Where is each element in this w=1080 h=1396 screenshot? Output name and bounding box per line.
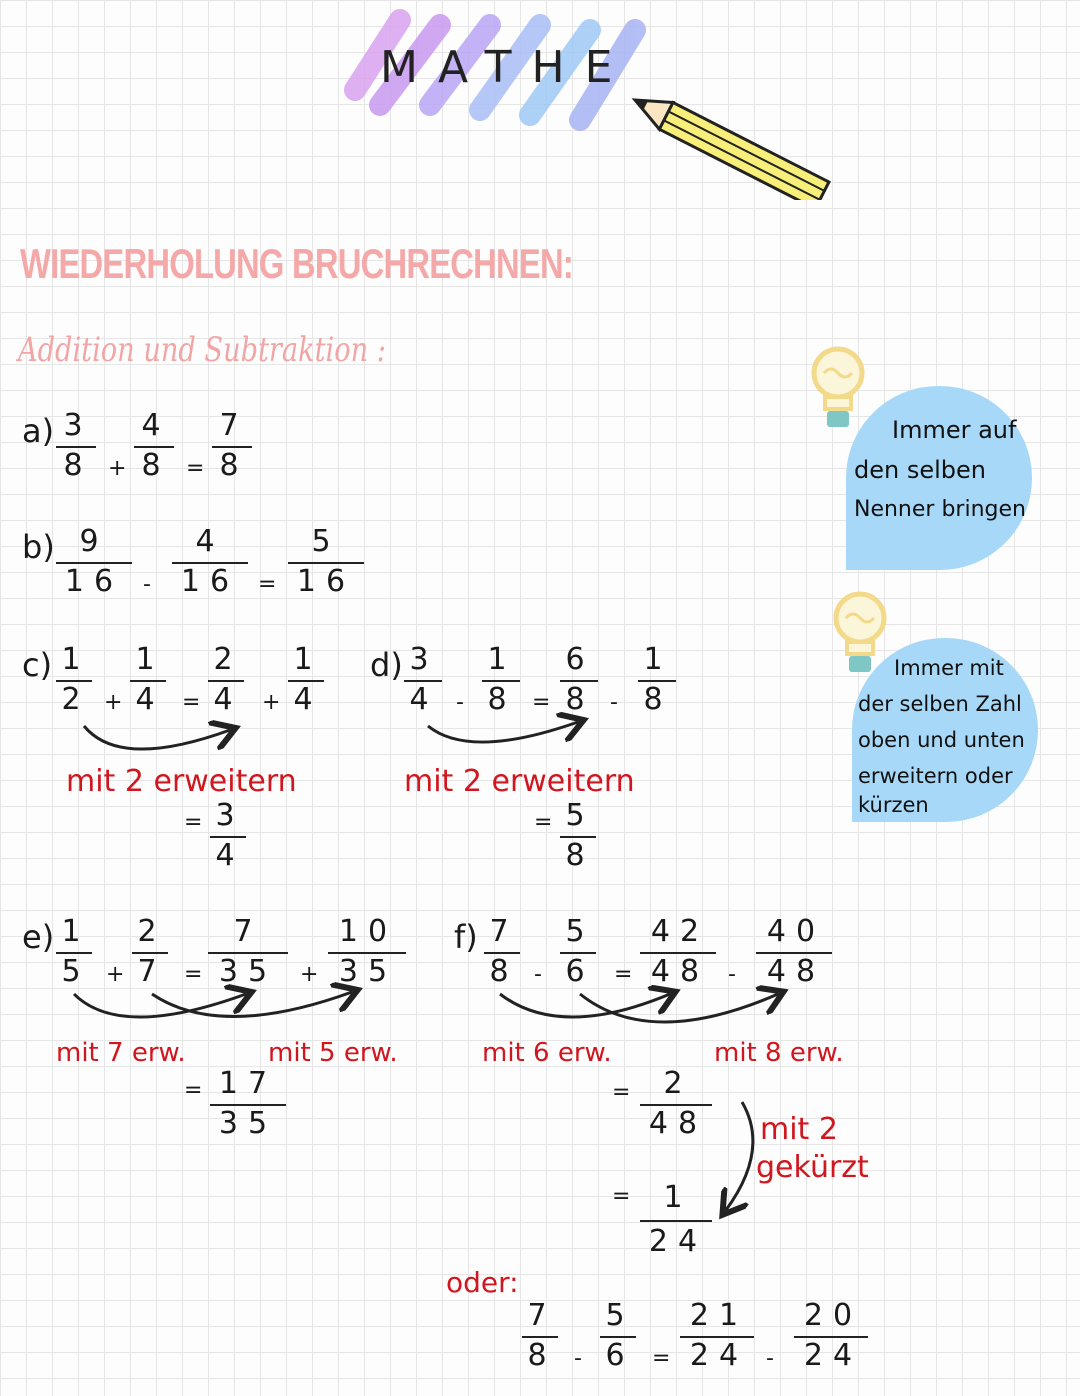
annotation-note: mit 5 erw. <box>268 1038 398 1068</box>
exercise-label-e: e) <box>22 918 55 956</box>
equals-sign: = <box>612 1080 631 1105</box>
denominator: 4 <box>293 682 323 717</box>
denominator: 24 <box>689 1338 749 1373</box>
numerator: 1 <box>135 642 165 677</box>
tip-line: der selben Zahl <box>858 692 1022 716</box>
numerator: 42 <box>650 914 710 949</box>
section-subheading: Addition und Subtraktion : <box>18 330 386 370</box>
operator: - <box>728 962 736 987</box>
denominator: 16 <box>296 564 356 599</box>
section-heading: WIEDERHOLUNG BRUCHRECHNEN: <box>20 240 574 287</box>
numerator: 1 <box>293 642 323 677</box>
numerator: 10 <box>338 914 398 949</box>
tip-line: erweitern oder <box>858 764 1013 788</box>
denominator: 6 <box>605 1338 635 1373</box>
numerator: 5 <box>311 524 341 559</box>
denominator: 8 <box>565 682 595 717</box>
numerator: 2 <box>137 914 167 949</box>
operator: - <box>456 690 464 715</box>
denominator: 16 <box>180 564 240 599</box>
denominator: 35 <box>218 954 278 989</box>
exercise-label-b: b) <box>22 528 55 566</box>
equals-sign: = <box>534 810 553 835</box>
denominator: 4 <box>213 682 243 717</box>
denominator: 16 <box>64 564 124 599</box>
numerator: 2 <box>663 1066 693 1101</box>
numerator: 2 <box>213 642 243 677</box>
numerator: 40 <box>766 914 826 949</box>
denominator: 4 <box>135 682 165 717</box>
numerator: 7 <box>527 1298 557 1333</box>
denominator: 8 <box>141 448 171 483</box>
annotation-note: mit 2 erweitern <box>404 764 635 799</box>
equals-sign: = <box>612 1184 631 1209</box>
denominator: 7 <box>137 954 167 989</box>
denominator: 35 <box>338 954 398 989</box>
operator: - <box>574 1346 582 1371</box>
operator: - <box>610 690 618 715</box>
equals-sign: = <box>532 690 551 715</box>
numerator: 7 <box>489 914 519 949</box>
tip-bubble-common-denominator <box>846 386 1032 570</box>
denominator: 8 <box>487 682 517 717</box>
equals-sign: = <box>182 690 201 715</box>
numerator: 3 <box>215 798 245 833</box>
numerator: 4 <box>141 408 171 443</box>
denominator: 6 <box>565 954 595 989</box>
equals-sign: = <box>184 1078 203 1103</box>
numerator: 7 <box>219 408 249 443</box>
operator: + <box>300 962 319 987</box>
numerator: 4 <box>195 524 225 559</box>
tip-line: Nenner bringen <box>854 497 1026 522</box>
equals-sign: = <box>186 456 205 481</box>
exercise-label-f: f) <box>454 918 478 956</box>
pencil-icon <box>625 85 840 200</box>
numerator: 5 <box>565 914 595 949</box>
numerator: 1 <box>61 642 91 677</box>
numerator: 6 <box>565 642 595 677</box>
operator: + <box>262 690 281 715</box>
denominator: 8 <box>643 682 673 717</box>
exercise-label-d: d) <box>370 646 403 684</box>
operator: + <box>108 456 127 481</box>
page-title: MATHE <box>380 42 633 93</box>
annotation-note: mit 6 erw. <box>482 1038 612 1068</box>
alternative-label: oder: <box>446 1266 519 1299</box>
numerator: 3 <box>63 408 93 443</box>
operator: - <box>534 962 542 987</box>
annotation-note: mit 2 erweitern <box>66 764 297 799</box>
numerator: 21 <box>689 1298 749 1333</box>
fraction-bar <box>640 1220 712 1222</box>
denominator: 5 <box>61 954 91 989</box>
numerator: 1 <box>487 642 517 677</box>
numerator: 9 <box>79 524 109 559</box>
denominator: 48 <box>650 954 710 989</box>
annotation-note: gekürzt <box>756 1150 869 1185</box>
denominator: 48 <box>766 954 826 989</box>
numerator: 1 <box>663 1180 693 1215</box>
operator: - <box>766 1346 774 1371</box>
equals-sign: = <box>614 962 633 987</box>
tip-line: den selben <box>854 456 986 484</box>
equals-sign: = <box>258 572 277 597</box>
numerator: 1 <box>61 914 91 949</box>
tip-line: kürzen <box>858 793 929 817</box>
tip-line: oben und unten <box>858 728 1025 752</box>
tip-line: Immer auf <box>892 416 1017 444</box>
denominator: 8 <box>63 448 93 483</box>
exercise-label-c: c) <box>22 646 53 684</box>
annotation-note: mit 7 erw. <box>56 1038 186 1068</box>
denominator: 8 <box>527 1338 557 1373</box>
denominator: 8 <box>565 838 595 873</box>
denominator: 4 <box>215 838 245 873</box>
operator: + <box>106 962 125 987</box>
numerator: 5 <box>565 798 595 833</box>
tip-bubble-expand-reduce <box>852 638 1038 822</box>
equals-sign: = <box>184 962 203 987</box>
numerator: 17 <box>218 1066 278 1101</box>
annotation-note: mit 8 erw. <box>714 1038 844 1068</box>
denominator: 48 <box>648 1106 708 1141</box>
tip-line: Immer mit <box>894 656 1004 680</box>
numerator: 20 <box>803 1298 863 1333</box>
denominator: 35 <box>218 1106 278 1141</box>
numerator: 3 <box>409 642 439 677</box>
denominator: 24 <box>803 1338 863 1373</box>
equals-sign: = <box>184 810 203 835</box>
equals-sign: = <box>652 1346 671 1371</box>
denominator: 24 <box>648 1224 708 1259</box>
denominator: 8 <box>219 448 249 483</box>
numerator: 5 <box>605 1298 635 1333</box>
operator: + <box>104 690 123 715</box>
operator: - <box>143 572 151 597</box>
denominator: 2 <box>61 682 91 717</box>
exercise-label-a: a) <box>22 412 55 450</box>
denominator: 8 <box>489 954 519 989</box>
numerator: 1 <box>643 642 673 677</box>
numerator: 7 <box>233 914 263 949</box>
annotation-note: mit 2 <box>760 1112 838 1147</box>
denominator: 4 <box>409 682 439 717</box>
